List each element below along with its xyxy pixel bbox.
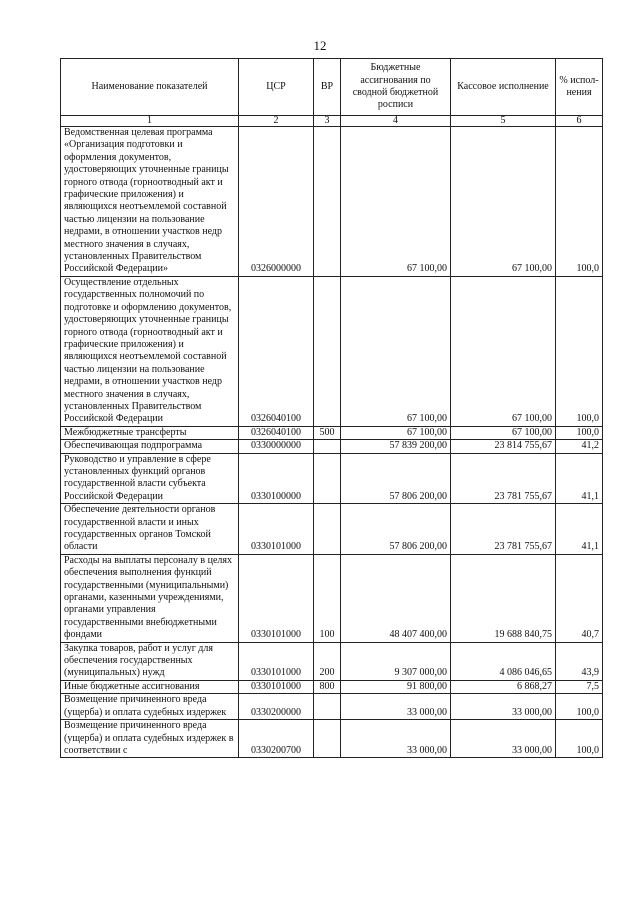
row-execution-percent: 41,2	[556, 440, 603, 453]
column-number-row	[61, 116, 603, 127]
row-execution-percent: 100,0	[556, 426, 603, 439]
table-header-row	[61, 59, 603, 116]
row-cash-execution: 67 100,00	[451, 426, 556, 439]
table-body	[61, 127, 603, 758]
column-number: 3	[314, 116, 341, 127]
row-execution-percent: 41,1	[556, 504, 603, 555]
row-indicator-name: Закупка товаров, работ и услуг для обеспечения государственных (муниципальных) нужд	[61, 642, 239, 680]
row-budget-allocation: 67 100,00	[341, 276, 451, 426]
row-vr-code: 100	[314, 554, 341, 642]
row-cash-execution: 6 868,27	[451, 680, 556, 693]
row-budget-allocation: 57 839 200,00	[341, 440, 451, 453]
header-execution-percent: % испол-нения	[556, 59, 603, 116]
row-indicator-name: Возмещение причиненного вреда (ущерба) и оплата судебных издержек в соответствии с	[61, 720, 239, 758]
table-row	[61, 720, 603, 758]
table-row	[61, 426, 603, 439]
column-number: 2	[239, 116, 314, 127]
row-vr-code: 500	[314, 426, 341, 439]
row-csr-code: 0326040100	[239, 426, 314, 439]
header-cash-execution: Кассовое исполнение	[451, 59, 556, 116]
row-budget-allocation: 91 800,00	[341, 680, 451, 693]
row-cash-execution: 23 781 755,67	[451, 453, 556, 504]
row-vr-code	[314, 453, 341, 504]
header-csr: ЦСР	[239, 59, 314, 116]
row-indicator-name: Возмещение причиненного вреда (ущерба) и оплата судебных издержек	[61, 694, 239, 720]
column-number: 4	[341, 116, 451, 127]
row-csr-code: 0330000000	[239, 440, 314, 453]
row-indicator-name: Руководство и управление в сфере установленных функций органов государственной власти субъекта Российской Федерации	[61, 453, 239, 504]
row-vr-code	[314, 440, 341, 453]
row-execution-percent: 100,0	[556, 720, 603, 758]
row-execution-percent: 100,0	[556, 276, 603, 426]
row-cash-execution: 23 781 755,67	[451, 504, 556, 555]
row-vr-code	[314, 694, 341, 720]
table-row	[61, 440, 603, 453]
row-indicator-name: Иные бюджетные ассигнования	[61, 680, 239, 693]
table-row	[61, 680, 603, 693]
row-csr-code: 0330101000	[239, 680, 314, 693]
table-row	[61, 504, 603, 555]
row-indicator-name: Расходы на выплаты персоналу в целях обеспечения выполнения функций государственными (муниципальными) органами, казенными учреждениями, органами управления государственными внебюджетными фондами	[61, 554, 239, 642]
row-vr-code: 800	[314, 680, 341, 693]
budget-execution-table	[60, 58, 603, 758]
row-indicator-name: Межбюджетные трансферты	[61, 426, 239, 439]
row-csr-code: 0330200700	[239, 720, 314, 758]
row-csr-code: 0326040100	[239, 276, 314, 426]
row-csr-code: 0330200000	[239, 694, 314, 720]
table-row	[61, 694, 603, 720]
row-budget-allocation: 9 307 000,00	[341, 642, 451, 680]
row-vr-code	[314, 720, 341, 758]
row-cash-execution: 19 688 840,75	[451, 554, 556, 642]
row-cash-execution: 23 814 755,67	[451, 440, 556, 453]
header-budget-allocations: Бюджетные ассигнования по сводной бюджетной росписи	[341, 59, 451, 116]
row-execution-percent: 7,5	[556, 680, 603, 693]
row-vr-code	[314, 504, 341, 555]
header-vr: ВР	[314, 59, 341, 116]
row-execution-percent: 43,9	[556, 642, 603, 680]
row-csr-code: 0326000000	[239, 127, 314, 277]
row-indicator-name: Обеспечивающая подпрограмма	[61, 440, 239, 453]
row-budget-allocation: 33 000,00	[341, 694, 451, 720]
row-budget-allocation: 57 806 200,00	[341, 453, 451, 504]
row-csr-code: 0330101000	[239, 642, 314, 680]
row-execution-percent: 40,7	[556, 554, 603, 642]
table-row	[61, 453, 603, 504]
row-csr-code: 0330101000	[239, 554, 314, 642]
row-indicator-name: Ведомственная целевая программа «Организация подготовки и оформления документов, удостоверяющих уточненные границы горного отвода (горноотводный акт и графические приложения) и являющихся неотъемлемой составной частью лицензии на пользование недрами, в отношении участков недр местного значения в случаях, установленных Правительством Российской Федерации»	[61, 127, 239, 277]
page-number: 12	[313, 38, 327, 53]
column-number: 1	[61, 116, 239, 127]
row-budget-allocation: 67 100,00	[341, 127, 451, 277]
header-indicator-name: Наименование показателей	[61, 59, 239, 116]
row-execution-percent: 41,1	[556, 453, 603, 504]
row-cash-execution: 33 000,00	[451, 720, 556, 758]
row-cash-execution: 67 100,00	[451, 276, 556, 426]
table-row	[61, 642, 603, 680]
table-row	[61, 276, 603, 426]
column-number: 6	[556, 116, 603, 127]
table-row	[61, 127, 603, 277]
table-row	[61, 554, 603, 642]
row-execution-percent: 100,0	[556, 127, 603, 277]
row-csr-code: 0330100000	[239, 453, 314, 504]
row-cash-execution: 4 086 046,65	[451, 642, 556, 680]
row-indicator-name: Осуществление отдельных государственных полномочий по подготовке и оформлению документов, удостоверяющих уточненные границы горного отвода (горноотводный акт и графические приложения) и являющихся неотъемлемой составной частью лицензии на пользование недрами, в отношении участков недр местного значения в случаях, установленных Правительством Российской Федерации	[61, 276, 239, 426]
row-vr-code: 200	[314, 642, 341, 680]
row-budget-allocation: 33 000,00	[341, 720, 451, 758]
row-vr-code	[314, 276, 341, 426]
row-budget-allocation: 48 407 400,00	[341, 554, 451, 642]
row-vr-code	[314, 127, 341, 277]
row-budget-allocation: 57 806 200,00	[341, 504, 451, 555]
column-number: 5	[451, 116, 556, 127]
row-indicator-name: Обеспечение деятельности органов государственной власти и иных государственных органов Томской области	[61, 504, 239, 555]
row-cash-execution: 33 000,00	[451, 694, 556, 720]
row-cash-execution: 67 100,00	[451, 127, 556, 277]
row-execution-percent: 100,0	[556, 694, 603, 720]
row-csr-code: 0330101000	[239, 504, 314, 555]
row-budget-allocation: 67 100,00	[341, 426, 451, 439]
